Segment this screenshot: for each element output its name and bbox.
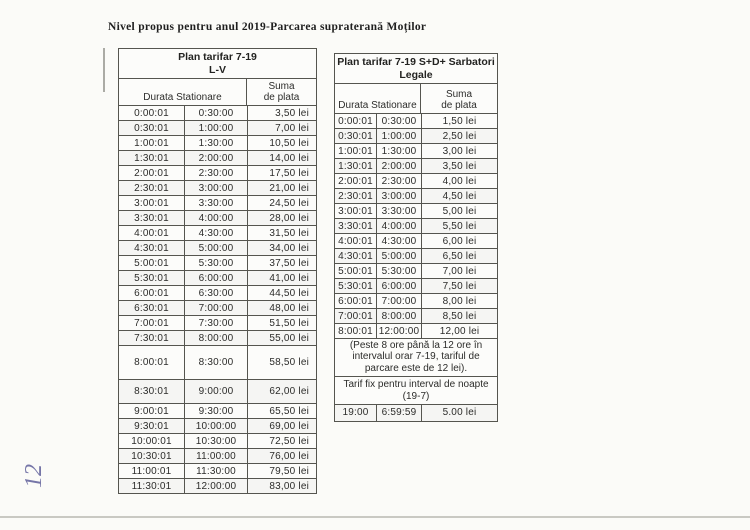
cell-to: 1:30:00 <box>184 136 247 150</box>
cell-amount: 24,50 lei <box>247 196 316 210</box>
cell-amount: 17,50 lei <box>247 166 316 180</box>
table-row <box>119 463 316 478</box>
table-row <box>119 195 316 210</box>
cell-amount: 5,00 lei <box>421 204 497 218</box>
cell-to: 5:30:00 <box>376 264 421 278</box>
cell-from: 8:00:01 <box>338 325 373 337</box>
cell-amount: 21,00 lei <box>247 181 316 195</box>
cell-from: 3:00:01 <box>338 205 373 217</box>
cell-amount: 1,50 lei <box>421 114 497 128</box>
cell-from: 4:30:01 <box>338 250 373 262</box>
cell-from: 6:30:01 <box>134 302 169 314</box>
table-row <box>119 433 316 448</box>
cell-to: 5:00:00 <box>184 241 247 255</box>
cell-to: 3:30:00 <box>376 204 421 218</box>
table-row <box>119 330 316 345</box>
handwritten-mark: 12 <box>21 464 47 488</box>
table-row <box>335 278 497 293</box>
cell-amount: 41,00 lei <box>247 271 316 285</box>
cell-amount: 44,50 lei <box>247 286 316 300</box>
cell-amount: 3,50 lei <box>421 159 497 173</box>
table-weekdays-body <box>119 105 316 493</box>
table-row <box>119 225 316 240</box>
scan-artifact-vertical-line <box>103 48 105 92</box>
cell-amount: 31,50 lei <box>247 226 316 240</box>
table-row <box>335 203 497 218</box>
table-row <box>119 240 316 255</box>
cell-to: 10:30:00 <box>184 434 247 448</box>
table-weekend-title-line1: Plan tarifar 7-19 S+D+ Sarbatori <box>337 56 495 68</box>
table-weekend-title <box>335 54 497 83</box>
cell-amount: 55,00 lei <box>247 331 316 345</box>
cell-from: 4:30:01 <box>134 242 169 254</box>
page-title: Nivel propus pentru anul 2019-Parcarea supraterană Moților <box>108 21 427 33</box>
cell-amount: 12,00 lei <box>421 324 497 338</box>
cell-to: 4:30:00 <box>376 234 421 248</box>
table-row <box>119 180 316 195</box>
table-row <box>335 143 497 158</box>
table-weekdays-title-line2: L-V <box>209 64 226 76</box>
cell-from: 10:00:01 <box>131 435 172 447</box>
cell-to: 6:30:00 <box>184 286 247 300</box>
cell-from: 0:30:01 <box>338 130 373 142</box>
cell-amount: 2,50 lei <box>421 129 497 143</box>
cell-amount: 7,00 lei <box>421 264 497 278</box>
cell-to: 0:30:00 <box>184 106 247 120</box>
cell-amount: 6,50 lei <box>421 249 497 263</box>
cell-from: 19:00 <box>342 407 369 419</box>
table-row <box>119 478 316 493</box>
cell-amount: 10,50 lei <box>247 136 316 150</box>
cell-amount: 65,50 lei <box>247 404 316 418</box>
cell-to: 4:30:00 <box>184 226 247 240</box>
col-header-amount <box>421 84 497 113</box>
cell-to: 1:30:00 <box>376 144 421 158</box>
table-weekend-body <box>335 113 497 338</box>
cell-to: 0:30:00 <box>376 114 421 128</box>
table-row <box>119 403 316 418</box>
cell-from: 6:00:01 <box>338 295 373 307</box>
table-weekend-column-headers <box>335 83 497 113</box>
cell-to: 7:00:00 <box>376 294 421 308</box>
cell-from: 10:30:01 <box>131 450 172 462</box>
table-row <box>119 150 316 165</box>
table-weekdays-column-headers <box>119 78 316 105</box>
cell-amount: 76,00 lei <box>247 449 316 463</box>
cell-amount: 34,00 lei <box>247 241 316 255</box>
cell-amount: 8,50 lei <box>421 309 497 323</box>
cell-to: 11:00:00 <box>184 449 247 463</box>
cell-amount: 6,00 lei <box>421 234 497 248</box>
cell-from: 1:00:01 <box>134 137 169 149</box>
cell-to: 2:30:00 <box>376 174 421 188</box>
cell-from: 6:00:01 <box>134 287 169 299</box>
scan-bottom-edge-line <box>0 516 750 518</box>
cell-amount: 51,50 lei <box>247 316 316 330</box>
cell-to: 3:00:00 <box>184 181 247 195</box>
table-row <box>335 188 497 203</box>
cell-from: 1:30:01 <box>338 160 373 172</box>
cell-amount: 5,50 lei <box>421 219 497 233</box>
cell-from: 7:00:01 <box>338 310 373 322</box>
table-weekend-title-line2: Legale <box>399 69 433 81</box>
cell-to: 1:00:00 <box>376 129 421 143</box>
table-row <box>119 165 316 180</box>
cell-amount: 28,00 lei <box>247 211 316 225</box>
cell-from: 2:00:01 <box>338 175 373 187</box>
table-row <box>119 135 316 150</box>
cell-to: 5:30:00 <box>184 256 247 270</box>
table-row <box>119 285 316 300</box>
cell-from: 3:30:01 <box>338 220 373 232</box>
cell-to: 2:30:00 <box>184 166 247 180</box>
table-row <box>335 173 497 188</box>
cell-amount: 4,50 lei <box>421 189 497 203</box>
cell-to: 9:00:00 <box>184 380 247 403</box>
cell-from: 4:00:01 <box>338 235 373 247</box>
cell-amount: 69,00 lei <box>247 419 316 433</box>
cell-amount: 37,50 lei <box>247 256 316 270</box>
cell-to: 3:00:00 <box>376 189 421 203</box>
cell-to: 9:30:00 <box>184 404 247 418</box>
table-row <box>119 300 316 315</box>
cell-to: 10:00:00 <box>184 419 247 433</box>
table-row <box>335 158 497 173</box>
table-row <box>119 210 316 225</box>
cell-from: 7:00:01 <box>134 317 169 329</box>
cell-amount: 79,50 lei <box>247 464 316 478</box>
cell-from: 11:30:01 <box>131 480 172 492</box>
table-row <box>335 233 497 248</box>
table-row <box>119 448 316 463</box>
cell-amount: 5.00 lei <box>421 405 497 421</box>
cell-from: 0:30:01 <box>134 122 169 134</box>
cell-from: 4:00:01 <box>134 227 169 239</box>
cell-amount: 48,00 lei <box>247 301 316 315</box>
over-8-hours-note: (Peste 8 ore până la 12 ore în intervalul orar 7-19, tariful de parcare este de 12 lei). <box>335 338 497 376</box>
cell-to: 11:30:00 <box>184 464 247 478</box>
cell-from: 2:30:01 <box>134 182 169 194</box>
night-tariff-header <box>335 376 497 404</box>
cell-to: 4:00:00 <box>184 211 247 225</box>
col-header-amount-line2: de plata <box>263 92 300 103</box>
table-tariff-weekend-holidays <box>334 53 498 422</box>
cell-amount: 3,50 lei <box>247 106 316 120</box>
cell-from: 0:00:01 <box>134 107 169 119</box>
cell-to: 12:00:00 <box>376 324 421 338</box>
cell-from: 5:30:01 <box>134 272 169 284</box>
cell-from: 0:00:01 <box>338 115 373 127</box>
cell-from: 9:30:01 <box>134 420 169 432</box>
table-row <box>119 120 316 135</box>
cell-to: 2:00:00 <box>184 151 247 165</box>
cell-to: 2:00:00 <box>376 159 421 173</box>
cell-from: 8:30:01 <box>134 386 169 397</box>
cell-amount: 83,00 lei <box>247 479 316 493</box>
table-row <box>335 248 497 263</box>
cell-to: 7:30:00 <box>184 316 247 330</box>
table-row <box>119 105 316 120</box>
col-header-amount-line1: Suma <box>445 89 473 100</box>
cell-amount: 7,00 lei <box>247 121 316 135</box>
table-row <box>335 308 497 323</box>
table-row <box>335 113 497 128</box>
col-header-duration: Durata Stationare <box>335 84 421 113</box>
table-row <box>119 418 316 433</box>
night-tariff-header-line1: Tarif fix pentru interval de noapte <box>343 378 489 390</box>
table-row <box>119 315 316 330</box>
cell-from: 1:00:01 <box>338 145 373 157</box>
col-header-duration: Durata Stationare <box>119 79 247 105</box>
cell-to: 4:00:00 <box>376 219 421 233</box>
cell-from: 2:00:01 <box>134 167 169 179</box>
night-tariff-row <box>335 404 497 421</box>
cell-amount: 3,00 lei <box>421 144 497 158</box>
cell-to: 8:00:00 <box>376 309 421 323</box>
table-row <box>335 323 497 338</box>
cell-from: 11:00:01 <box>131 465 172 477</box>
cell-to: 8:00:00 <box>184 331 247 345</box>
table-row <box>335 128 497 143</box>
cell-from: 3:00:01 <box>134 197 169 209</box>
cell-to: 12:00:00 <box>184 479 247 493</box>
cell-from: 5:00:01 <box>338 265 373 277</box>
cell-from: 8:00:01 <box>134 357 169 368</box>
table-weekdays-title <box>119 49 316 78</box>
table-row <box>335 263 497 278</box>
cell-from: 9:00:01 <box>134 405 169 417</box>
table-row <box>119 345 316 379</box>
cell-amount: 62,00 lei <box>247 380 316 403</box>
table-row <box>335 293 497 308</box>
cell-to: 7:00:00 <box>184 301 247 315</box>
col-header-amount-line1: Suma <box>268 81 295 92</box>
col-header-amount <box>247 79 316 105</box>
cell-to: 3:30:00 <box>184 196 247 210</box>
cell-from: 5:00:01 <box>134 257 169 269</box>
cell-from: 5:30:01 <box>338 280 373 292</box>
col-header-amount-line2: de plata <box>441 100 477 111</box>
cell-amount: 7,50 lei <box>421 279 497 293</box>
cell-from: 2:30:01 <box>338 190 373 202</box>
table-row <box>119 255 316 270</box>
cell-amount: 72,50 lei <box>247 434 316 448</box>
cell-from: 3:30:01 <box>134 212 169 224</box>
cell-amount: 8,00 lei <box>421 294 497 308</box>
table-weekdays-title-line1: Plan tarifar 7-19 <box>178 51 257 63</box>
table-row <box>119 270 316 285</box>
cell-from: 7:30:01 <box>134 332 169 344</box>
night-tariff-header-line2: (19-7) <box>402 390 430 402</box>
cell-amount: 14,00 lei <box>247 151 316 165</box>
cell-to: 6:00:00 <box>376 279 421 293</box>
table-row <box>335 218 497 233</box>
cell-to: 1:00:00 <box>184 121 247 135</box>
cell-to: 8:30:00 <box>184 346 247 379</box>
cell-to: 6:00:00 <box>184 271 247 285</box>
cell-amount: 4,00 lei <box>421 174 497 188</box>
cell-to: 6:59:59 <box>376 405 421 421</box>
cell-from: 1:30:01 <box>134 152 169 164</box>
table-row <box>119 379 316 403</box>
cell-amount: 58,50 lei <box>247 346 316 379</box>
table-tariff-weekdays <box>118 48 317 494</box>
cell-to: 5:00:00 <box>376 249 421 263</box>
